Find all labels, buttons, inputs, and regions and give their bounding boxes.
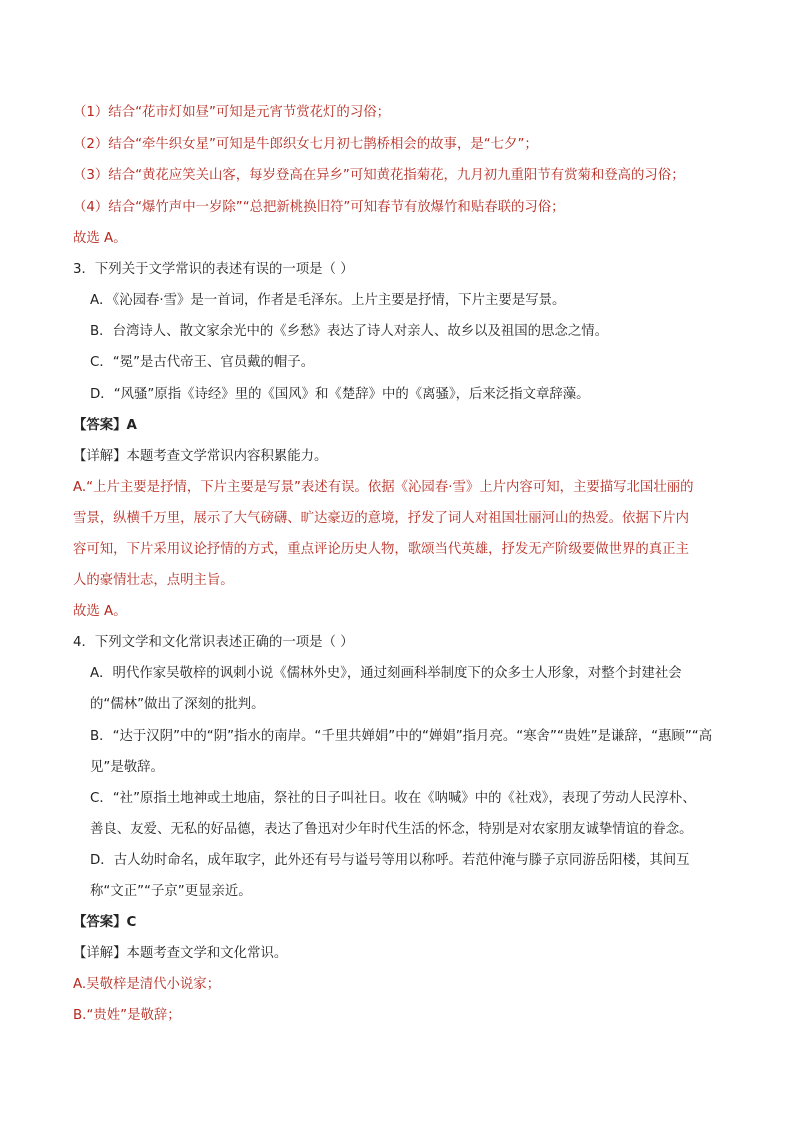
explanation-line-3: （3）结合“黄花应笑关山客，每岁登高在异乡”可知黄花指菊花，九月初九重阳节有赏菊和登高的习俗； — [73, 168, 685, 183]
question-3-stem: 3．下列关于文学常识的表述有误的一项是（ ） — [73, 262, 354, 277]
question-3-option-b: B．台湾诗人、散文家余光中的《乡愁》表达了诗人对亲人、故乡以及祖国的思念之情。 — [90, 324, 609, 339]
question-4-explanation-2: B.“贵姓”是敬辞； — [73, 1008, 181, 1023]
question-4-option-c-2: 善良、友爱、无私的好品德，表达了鲁迅对少年时代生活的怀念，特别是对农家朋友诚挚情谊的眷念。 — [90, 822, 693, 837]
explanation-line-1: （1）结合“花市灯如昼”可知是元宵节赏花灯的习俗； — [73, 105, 390, 120]
question-4-option-a-1: A．明代作家吴敬梓的讽刺小说《儒林外史》，通过刻画科举制度下的众多士人形象，对整个封建社会 — [90, 666, 682, 681]
question-4-detail: 【详解】本题考查文学和文化常识。 — [73, 946, 288, 961]
question-3-option-c: C．“冕”是古代帝王、官员戴的帽子。 — [90, 355, 315, 370]
question-4-answer: 【答案】C — [73, 915, 137, 930]
question-4-option-d-1: D．古人幼时命名，成年取字，此外还有号与谥号等用以称呼。若范仲淹与滕子京同游岳阳楼，其间互 — [90, 853, 690, 868]
question-4-stem: 4．下列文学和文化常识表述正确的一项是（ ） — [73, 635, 354, 650]
explanation-line-2: （2）结合“牵牛织女星”可知是牛郎织女七月初七鹊桥相会的故事，是“七夕”； — [73, 137, 538, 152]
question-3-explanation-4: 人的豪情壮志，点明主旨。 — [73, 573, 234, 588]
question-3-explanation-3: 容可知，下片采用议论抒情的方式，重点评论历史人物，歌颂当代英雄，抒发无产阶级要做世界的真正主 — [73, 542, 689, 557]
question-3-explanation-1: A.“上片主要是抒情，下片主要是写景”表述有误。依据《沁园春·雪》上片内容可知，主要描写北国壮丽的 — [73, 480, 694, 495]
question-4-explanation-1: A.吴敬梓是清代小说家； — [73, 977, 221, 992]
question-4-option-c-1: C．“社”原指土地神或土地庙，祭社的日子叫社日。收在《呐喊》中的《社戏》，表现了劳动人民淳朴、 — [90, 791, 696, 806]
question-3-conclusion: 故选 A。 — [73, 604, 127, 619]
question-3-explanation-2: 雪景，纵横千万里，展示了大气磅礴、旷达豪迈的意境，抒发了词人对祖国壮丽河山的热爱。依据下片内 — [73, 511, 689, 526]
question-4-option-b-1: B．“达于汉阴”中的“阴”指水的南岸。“千里共婵娟”中的“婵娟”指月亮。“寒舍”“贵姓”是谦辞，“惠顾”“高 — [90, 729, 713, 744]
explanation-line-4: （4）结合“爆竹声中一岁除”“总把新桃换旧符”可知春节有放爆竹和贴春联的习俗； — [73, 200, 565, 215]
conclusion-line: 故选 A。 — [73, 231, 127, 246]
question-3-answer: 【答案】A — [73, 418, 137, 433]
question-4-option-b-2: 见”是敬辞。 — [90, 760, 164, 775]
question-3-option-a: A．《沁园春·雪》是一首词，作者是毛泽东。上片主要是抒情，下片主要是写景。 — [90, 293, 566, 308]
question-3-option-d: D．“风骚”原指《诗经》里的《国风》和《楚辞》中的《离骚》，后来泛指文章辞藻。 — [90, 387, 590, 402]
question-4-option-a-2: 的“儒林”做出了深刻的批判。 — [90, 697, 265, 712]
question-3-detail: 【详解】本题考查文学常识内容积累能力。 — [73, 449, 328, 464]
question-4-option-d-2: 称“文正”“子京”更显亲近。 — [90, 884, 252, 899]
